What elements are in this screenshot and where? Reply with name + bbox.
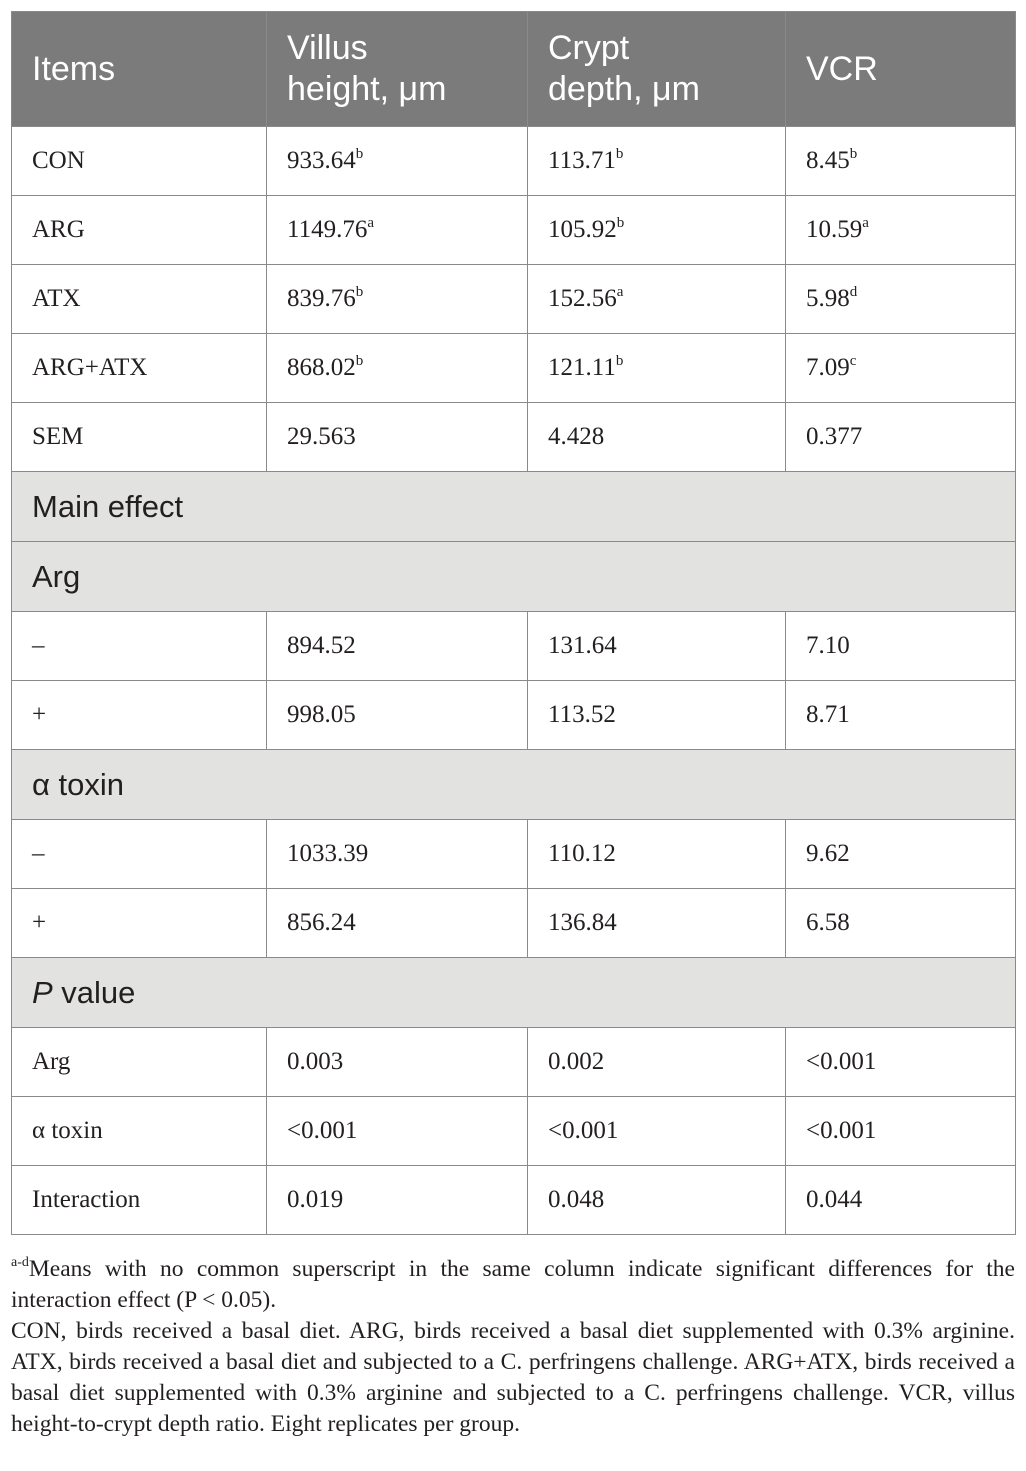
row-item: Interaction xyxy=(12,1166,267,1235)
table-footnotes xyxy=(11,1254,1015,1440)
row-item: SEM xyxy=(12,403,267,472)
vcr-value: 10.59$^a$ xyxy=(786,196,1016,265)
crypt-value: 152.56$^a$ xyxy=(528,265,786,334)
section-label: P value xyxy=(12,958,1016,1028)
table-row xyxy=(12,127,1016,196)
villus-value: <0.001 xyxy=(267,1097,528,1166)
villus-value: 0.019 xyxy=(267,1166,528,1235)
row-item: ARG+ATX xyxy=(12,334,267,403)
vcr-value: <0.001 xyxy=(786,1028,1016,1097)
vcr-value: 0.377 xyxy=(786,403,1016,472)
crypt-value: 113.52 xyxy=(528,681,786,750)
section-label: Main effect xyxy=(12,472,1016,542)
header-crypt-depth: Crypt depth, μm xyxy=(528,12,786,127)
crypt-value: 0.002 xyxy=(528,1028,786,1097)
row-item: + xyxy=(12,889,267,958)
header-items: Items xyxy=(12,12,267,127)
section-row-main-effect xyxy=(12,472,1016,542)
crypt-value: 110.12 xyxy=(528,820,786,889)
section-row-arg xyxy=(12,542,1016,612)
table-row xyxy=(12,1166,1016,1235)
header-vcr: VCR xyxy=(786,12,1016,127)
table-row xyxy=(12,334,1016,403)
crypt-value: 121.11$^b$ xyxy=(528,334,786,403)
vcr-value: 5.98$^d$ xyxy=(786,265,1016,334)
row-item: ARG xyxy=(12,196,267,265)
vcr-value: 8.71 xyxy=(786,681,1016,750)
vcr-value: 0.044 xyxy=(786,1166,1016,1235)
crypt-value: <0.001 xyxy=(528,1097,786,1166)
villus-crypt-table xyxy=(11,11,1016,1235)
crypt-value: 113.71$^b$ xyxy=(528,127,786,196)
row-item: – xyxy=(12,820,267,889)
row-item: α toxin xyxy=(12,1097,267,1166)
crypt-value: 136.84 xyxy=(528,889,786,958)
villus-value: 998.05 xyxy=(267,681,528,750)
section-row-p-value xyxy=(12,958,1016,1028)
vcr-value: 7.10 xyxy=(786,612,1016,681)
vcr-value: <0.001 xyxy=(786,1097,1016,1166)
footnote-superscript-range: a-d xyxy=(11,1255,29,1271)
villus-value: 0.003 xyxy=(267,1028,528,1097)
crypt-value: 4.428 xyxy=(528,403,786,472)
vcr-value: 7.09$^c$ xyxy=(786,334,1016,403)
vcr-value: 9.62 xyxy=(786,820,1016,889)
table-header-row xyxy=(12,12,1016,127)
table-row xyxy=(12,612,1016,681)
section-label: Arg xyxy=(12,542,1016,612)
villus-value: 933.64$^b$ xyxy=(267,127,528,196)
vcr-value: 6.58 xyxy=(786,889,1016,958)
row-item: ATX xyxy=(12,265,267,334)
table-row xyxy=(12,681,1016,750)
villus-value: 29.563 xyxy=(267,403,528,472)
villus-value: 1033.39 xyxy=(267,820,528,889)
villus-value: 839.76$^b$ xyxy=(267,265,528,334)
villus-value: 868.02$^b$ xyxy=(267,334,528,403)
villus-value: 1149.76$^a$ xyxy=(267,196,528,265)
villus-value: 894.52 xyxy=(267,612,528,681)
table-row xyxy=(12,889,1016,958)
row-item: Arg xyxy=(12,1028,267,1097)
header-villus-height: Villus height, μm xyxy=(267,12,528,127)
crypt-value: 0.048 xyxy=(528,1166,786,1235)
data-table-container xyxy=(11,11,1015,1235)
villus-value: 856.24 xyxy=(267,889,528,958)
vcr-value: 8.45$^b$ xyxy=(786,127,1016,196)
section-label: α toxin xyxy=(12,750,1016,820)
table-row xyxy=(12,1028,1016,1097)
table-row xyxy=(12,820,1016,889)
table-row xyxy=(12,403,1016,472)
table-row xyxy=(12,196,1016,265)
crypt-value: 131.64 xyxy=(528,612,786,681)
row-item: – xyxy=(12,612,267,681)
footnote-abbreviations: CON, birds received a basal diet. ARG, birds received a basal diet supplemented with 0.3% arginine. ATX, birds received a basal diet and subjected to a C. perfringens challenge. ARG+ATX, birds received a basal diet supplemented with 0.3% arginine and subjected to a C. perfringens challenge. VCR, villus height-to-crypt depth ratio. Eight replicates per group. xyxy=(11,1318,1015,1437)
crypt-value: 105.92$^b$ xyxy=(528,196,786,265)
row-item: + xyxy=(12,681,267,750)
table-row xyxy=(12,1097,1016,1166)
section-row-alpha-toxin xyxy=(12,750,1016,820)
row-item: CON xyxy=(12,127,267,196)
footnote-significance: $^{a-d}$Means with no common superscript in the same column indicate significant differences for the interaction effect (P < 0.05). xyxy=(11,1255,1015,1313)
table-row xyxy=(12,265,1016,334)
